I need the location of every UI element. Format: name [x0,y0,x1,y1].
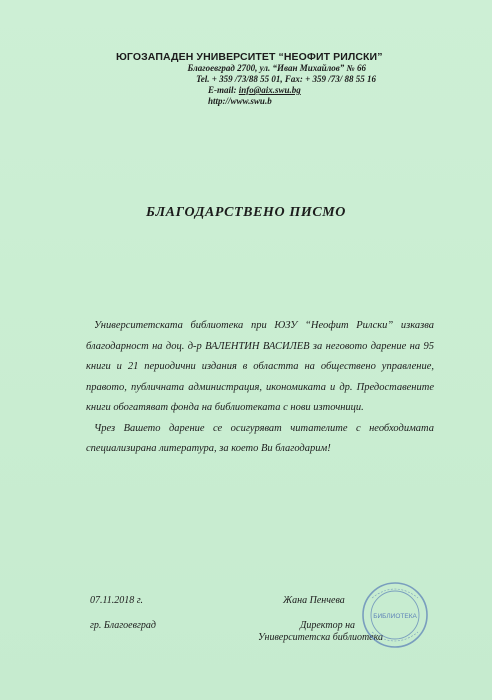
body-paragraph-1: Университетската библиотека при ЮЗУ “Неофит Рилски” изказва благодарност на доц. д-р ВАЛЕНТИН ВАСИЛЕВ за неговото дарение на 95 книги и 21 периодични издания в областта на обществено управление, правото, публичната администрация, икономиката и др. Предоставените книги обогатяват фонда на библиотеката с нови източници. [86,320,434,413]
letter-body [86,316,434,460]
email-label: E-mail: [208,85,239,95]
letter-title: БЛАГОДАРСТВЕНО ПИСМО [145,205,347,220]
letterhead [96,52,396,107]
signatory-name: Жана Пенчева [283,595,345,606]
letter-city: гр. Благоевград [90,620,156,631]
body-paragraph-2: Чрез Вашето дарение се осигуряват читателите с необходимата специализирана литература, за което Ви благодарим! [86,422,434,454]
library-stamp [360,580,430,650]
address-line: Благоевград 2700, ул. “Иван Михайлов” № 66 [187,63,366,73]
phone-fax-line: Tel. + 359 /73/88 55 01, Fax: + 359 /73/ 88 55 16 [196,74,376,84]
organization-name: ЮГОЗАПАДЕН УНИВЕРСИТЕТ “НЕОФИТ РИЛСКИ” [116,51,383,63]
stamp-text: БИБЛИОТЕКА [373,613,417,620]
role-line-2: Университетска библиотека [258,632,384,643]
role-line-1: Директор на [300,620,356,631]
email-line [208,85,396,96]
email-link[interactable]: info@aix.swu.bg [238,85,301,95]
letter-date: 07.11.2018 г. [90,595,144,606]
website-link[interactable]: http://www.swu.b [208,96,272,106]
